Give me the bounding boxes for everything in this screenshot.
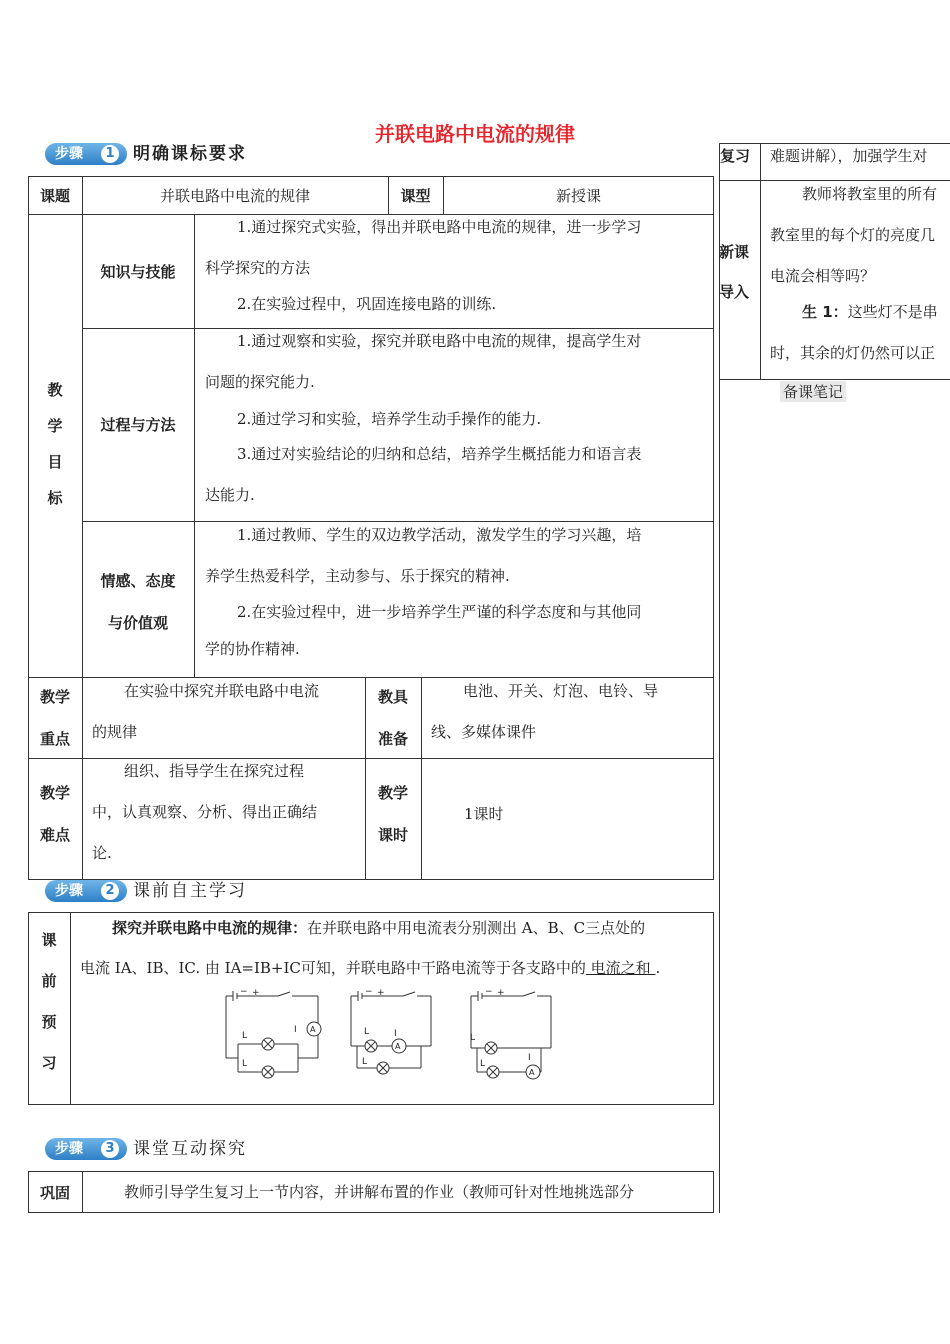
goal-knowledge-text: 1.通过探究式实验，得出并联电路中电流的规律，进一步学习 科学探究的方法 2.在实验过程中，巩固连接电路的训练. [205,218,642,313]
step3-header [45,1138,275,1162]
right-review-text: 难题讲解），加强学生对 [770,147,928,165]
step-badge: 步骤 [45,143,127,165]
svg-text:A: A [529,1068,535,1077]
review-text: 教师引导学生复习上一节内容，并讲解布置的作业（教师可针对性地挑选部分 [124,1183,635,1201]
right-review-label: 复习 [720,147,751,165]
goals-label: 教 学 目 标 [47,381,63,507]
svg-text:A: A [310,1025,316,1034]
svg-text:−: − [485,987,493,997]
step-number: 2 [101,882,119,900]
tools-text: 电池、开关、灯泡、电铃、导 线、多媒体课件 [431,682,659,741]
diff-text: 组织、指导学生在探究过程 中，认真观察、分析、得出正确结 论. [92,762,318,862]
step-label: 课前自主学习 [133,881,247,901]
svg-text:L: L [242,1059,248,1069]
goal-emotion-label: 情感、态度 与价值观 [100,572,176,632]
step-badge: 步骤 [45,1138,127,1160]
key-text: 在实验中探究并联电路中电流 的规律 [92,682,320,741]
step-number: 3 [101,1140,119,1158]
key-label: 教学 重点 [39,688,70,748]
goal-knowledge-label: 知识与技能 [100,262,176,281]
step-badge: 步骤 [45,880,127,902]
answer-blank: 电流之和 [585,959,656,977]
svg-text:I: I [528,1053,531,1063]
svg-text:+: + [252,988,260,998]
tools-label: 教具 准备 [377,688,408,748]
svg-text:−: − [365,987,373,997]
goal-emotion-text: 1.通过教师、学生的双边教学活动，激发学生的学习兴趣，培 养学生热爱科学，主动参与、乐于探究的精神. 2.在实验过程中，进一步培养学生严谨的科学态度和与其他同 学的协作精神. [205,526,642,658]
preview-text: 探究并联电路中电流的规律：在并联电路中用电流表分别测出 A、B、C三点处的 电流 IA、IB、IC. 由 IA=IB+IC可知，并联电路中干路电流等于各支路中的 电流之和 . [80,919,661,977]
type-value: 新授课 [555,186,601,205]
right-intro-label: 新课 导入 [719,243,750,301]
svg-text:−: − [240,987,248,997]
circuit-1 [226,991,321,1078]
notes-tag: 备课笔记 [780,381,846,402]
right-intro-text: 教师将教室里的所有 教室里的每个灯的亮度几 电流会相等吗？ 生 1：这些灯不是串 时，其余的灯仍然可以正 [770,185,938,362]
topic-label: 课题 [39,186,70,205]
svg-text:I: I [394,1029,397,1039]
type-label: 课型 [400,186,431,205]
svg-text:L: L [362,1057,368,1067]
svg-text:A: A [395,1042,401,1051]
goal-process-text: 1.通过观察和实验，探究并联电路中电流的规律，提高学生对 问题的探究能力. 2.通过学习和实验，培养学生动手操作的能力. 3.通过对实验结论的归纳和总结，培养学生概括能力和语言表 达能力. [205,332,642,504]
svg-text:L: L [480,1059,486,1069]
step1-header [45,143,275,167]
svg-text:+: + [497,988,505,998]
preview-label: 课 前 预 习 [41,931,57,1072]
step-label: 明确课标要求 [133,144,247,164]
svg-text:I: I [294,1025,297,1035]
time-value: 1课时 [464,805,504,823]
svg-text:L: L [364,1027,370,1037]
svg-text:L: L [470,1033,476,1043]
circuit-diagrams [218,986,568,1086]
time-label: 教学 课时 [377,784,408,844]
review-label: 巩固 [39,1183,70,1202]
svg-text:+: + [377,988,385,998]
svg-text:L: L [242,1031,248,1041]
step-number: 1 [101,145,119,163]
topic-value: 并联电路中电流的规律 [159,186,310,205]
step2-header [45,880,275,904]
step-label: 课堂互动探究 [133,1139,247,1159]
diff-label: 教学 难点 [39,784,70,844]
page-title: 并联电路中电流的规律 [375,122,575,146]
goal-process-label: 过程与方法 [100,416,176,434]
